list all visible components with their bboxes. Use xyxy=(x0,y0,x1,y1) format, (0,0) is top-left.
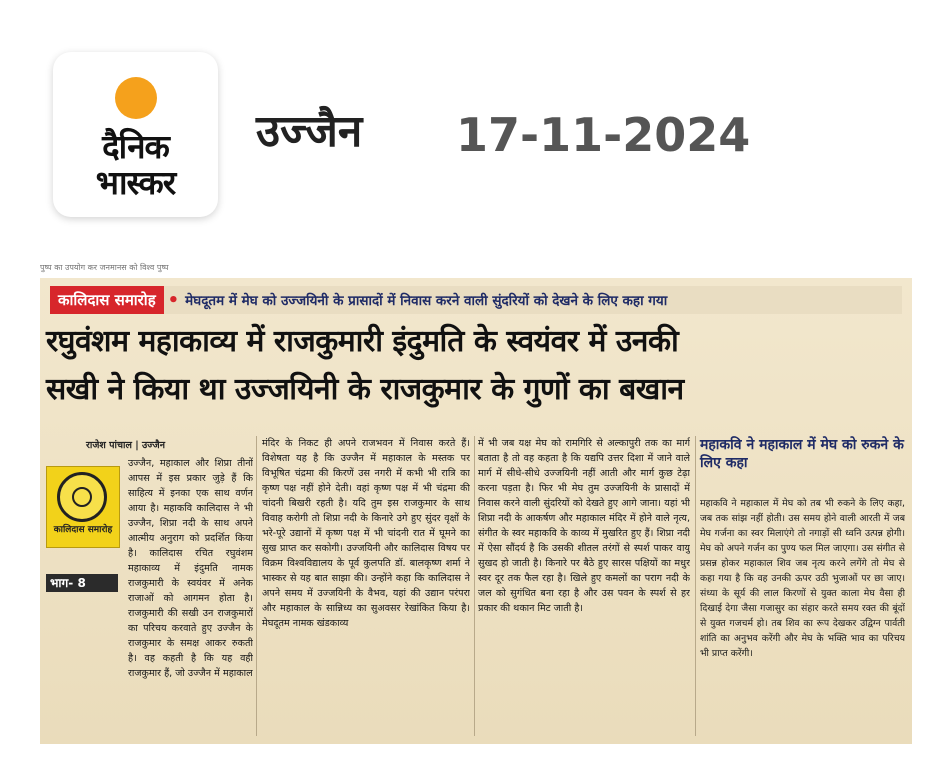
article-banner xyxy=(50,286,902,314)
article-column-2 xyxy=(262,436,470,744)
column-3-text: में भी जब यक्ष मेघ को रामगिरि से अल्कापुरी तक का मार्ग बताता है तो वह कहता है कि यद्यपि उत्तर दिशा में जाने वाले मार्ग में सीधे-सीधे उज्जयिनी नहीं आती और मार्ग कुछ टेढ़ा करना पड़ता है। फिर भी मेघ तुम उज्जयिनी के प्रासादों में निवास करने वाली सुंदरियों को देखते हुए आगे जाना। यहां भी शिप्रा नदी के आकर्षण और महाकाल मंदिर में होने वाले नृत्य, संगीत के स्वर महाकवि के काव्य में मुखरित हुए हैं। शिप्रा नदी में ऐसा सौंदर्य है कि उसकी शीतल तरंगों से स्पर्श पाकर वायु सुखद हो जाती है। किनारे पर बैठे हुए सारस पक्षियों का मधुर स्वर दूर तक फैल रहा है। खिले हुए कमलों का पराग नदी के जल को सुगंधित बना रहा है और उस पवन के स्पर्श से हर प्रकार की थकान मिट जाती है। xyxy=(478,438,690,614)
column-divider xyxy=(474,436,475,736)
newspaper-clipping xyxy=(40,278,912,744)
edition-date: 17-11-2024 xyxy=(456,108,751,162)
part-label: भाग- 8 xyxy=(46,574,118,592)
dainik-bhaskar-logo xyxy=(53,52,218,217)
logo-text-line1: दैनिक xyxy=(102,127,169,166)
top-strip-text: पुष्प का उपयोग कर जनमानस को विश्व पुष्प xyxy=(40,263,169,272)
article-subheading: मेघदूतम में मेघ को उज्जयिनी के प्रासादों में निवास करने वाली सुंदरियों को देखने के लिए कहा गया xyxy=(185,293,668,309)
section-tag: कालिदास समारोह xyxy=(50,286,164,314)
bullet-icon: • xyxy=(167,289,180,311)
article-column-1 xyxy=(48,456,253,744)
column-4-text: महाकवि ने महाकाल में मेघ को तब भी रुकने के लिए कहा, जब तक सांझ नहीं होती। उस समय होने वाली आरती में जब मेघ गर्जना का स्वर मिलाएंगे तो नगाड़ों सी ध्वनि उत्पन्न होगी। मेघ को अपने गर्जन का पुण्य फल मिल जाएगा। उस संगीत से प्रसन्न होकर महाकाल शिव जब नृत्य करने लगेंगे तो मेघ से कहा गया है कि वह उनकी ऊपर उठी भुजाओं पर छा जाए। संध्या के सूर्य की लाल किरणों से युक्त काला मेघ वैसा ही दिखाई देगा जैसा गजासुर का संहार करते समय रक्त की बूंदों से युक्त गजचर्म हो। तब शिव का रूप देखकर उद्विग्न पार्वती शांति का अनुभव करेंगी और मेघ के भक्ति भाव का परिचय भी प्राप्त करेंगी। xyxy=(700,498,905,659)
headline-line-1: रघुवंशम महाकाव्य में राजकुमारी इंदुमति के स्वयंवर में उनकी xyxy=(46,324,679,359)
edition-city: उज्जैन xyxy=(256,106,363,157)
headline-line-2: सखी ने किया था उज्जयिनी के राजकुमार के गुणों का बखान xyxy=(46,372,684,407)
byline: राजेश पांचाल | उज्जैन xyxy=(86,440,165,451)
article-column-3 xyxy=(478,436,690,744)
column-divider xyxy=(695,436,696,736)
sidebar-heading: महाकवि ने महाकाल में मेघ को रुकने के लिए कहा xyxy=(700,437,904,471)
article-column-4 xyxy=(700,496,905,744)
column-1-text: उज्जैन, महाकाल और शिप्रा तीनों आपस में इस प्रकार जुड़े हैं कि साहित्य में इनका एक साथ वर्णन आया है। महाकवि कालिदास ने भी उज्जैन, शिप्रा नदी के साथ अपने आत्मीय अनुराग को प्रदर्शित किया है। कालिदास रचित रघुवंशम महाकाव्य में इंदुमति नामक राजकुमारी के स्वयंवर में अनेक राजाओं को आगमन होता है। राजकुमारी की सखी उन राजकुमारों का परिचय करवाते हुए उज्जैन के राजकुमार के समक्ष आकर रुकती है। वह कहती है कि यह वही राजकुमार हैं, जो उज्जैन में महाकाल xyxy=(128,458,253,679)
column-divider xyxy=(256,436,257,736)
sun-icon xyxy=(115,77,157,119)
article-headline xyxy=(46,318,906,414)
column-2-text: मंदिर के निकट ही अपने राजभवन में निवास करते हैं। विशेषता यह है कि उज्जैन में महाकाल के मस्तक पर विभूषित चंद्रमा की किरणें उस नगरी में कभी भी रात्रि का कृष्ण पक्ष नहीं होने देती। वहां कृष्ण पक्ष में भी चंद्रमा की चांदनी बिखरी रहती है। यदि तुम इस राजकुमार के साथ विवाह करोगी तो शिप्रा नदी के किनारे उगे हुए सुंदर वृक्षों के भरे-पूरे उद्यानों में कृष्ण पक्ष में भी चांदनी रात में घूमने का सुख प्राप्त कर सकोगी। उज्जयिनी और कालिदास विषय पर विक्रम विश्वविद्यालय के पूर्व कुलपति डॉ. बालकृष्ण शर्मा ने भास्कर से यह बात साझा की। उन्होंने कहा कि कालिदास ने अपने समय में उज्जयिनी के वैभव, यहां की उद्यान परंपरा और महाकाल के सान्निध्य का सुअवसर रेखांकित किया है। मेघदूतम नामक खंडकाव्य xyxy=(262,438,470,629)
logo-text-line2: भास्कर xyxy=(95,163,176,202)
emblem-label: कालिदास समारोह xyxy=(53,525,113,535)
